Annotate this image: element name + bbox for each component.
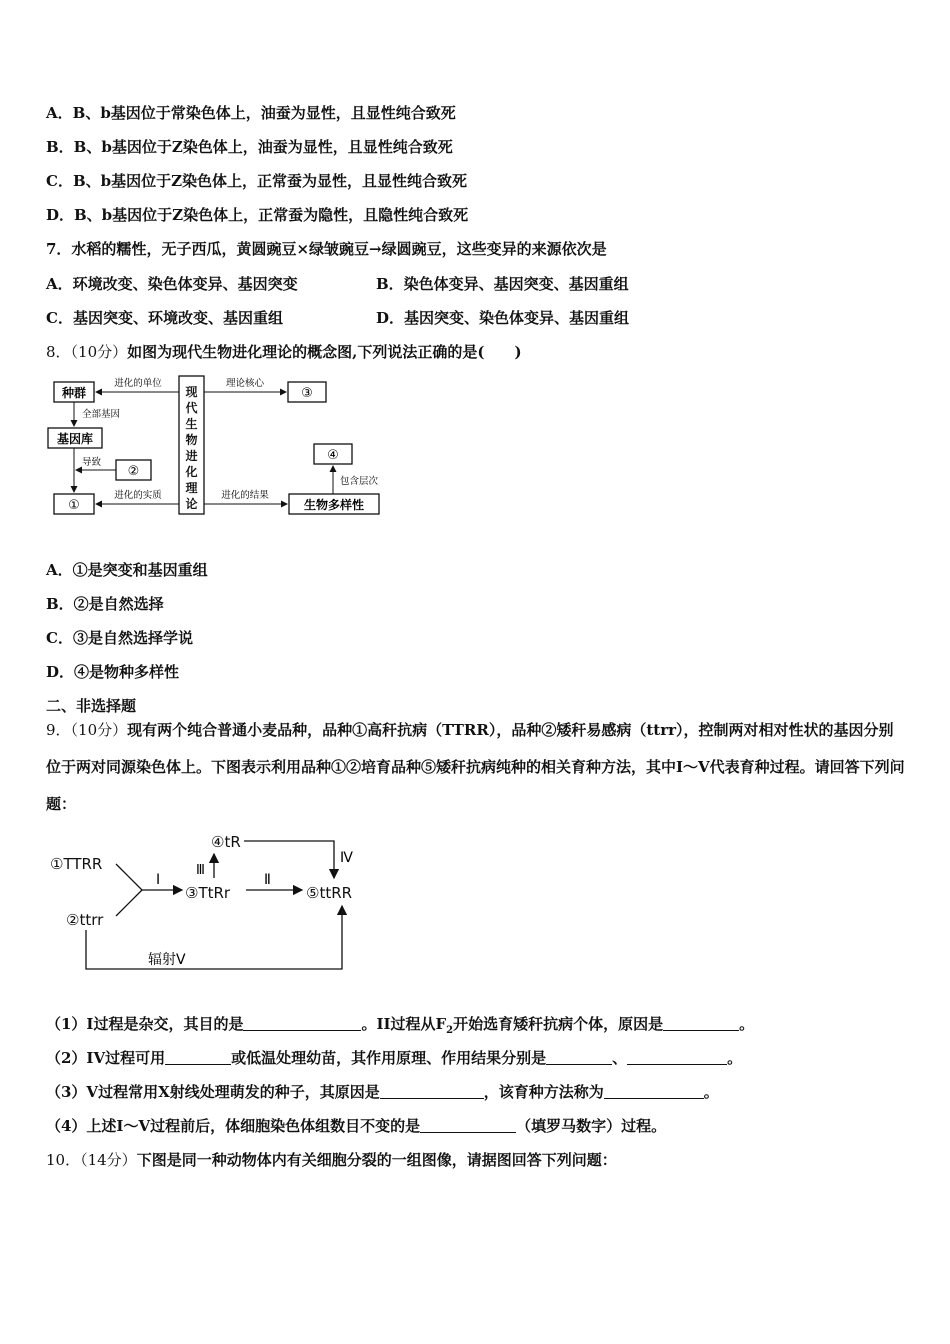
answer-blank[interactable] <box>604 1084 704 1099</box>
q9-sub2 <box>46 1047 742 1068</box>
q6-option-b: B．B、b基因位于Z染色体上，油蚕为显性，且显性纯合致死 <box>46 138 453 156</box>
q9-sub2-text-d: 。 <box>727 1049 743 1067</box>
q10-stem: 下图是同一种动物体内有关细胞分裂的一组图像，请据图回答下列问题： <box>136 1151 617 1169</box>
evolution-concept-diagram <box>44 372 389 520</box>
q9-sub3-text-b: ，该育种方法称为 <box>483 1083 604 1101</box>
label-all-genes: 全部基因 <box>82 409 121 420</box>
breeding-process-diagram <box>44 824 374 976</box>
node-ttrr-2: ②ttrr <box>66 911 104 929</box>
q9-sub2-text-a: （2）IV过程可用 <box>46 1049 166 1067</box>
answer-blank[interactable] <box>663 1016 739 1031</box>
answer-blank[interactable] <box>627 1050 727 1065</box>
q6-option-c: C．B、b基因位于Z染色体上，正常蚕为显性，且显性纯合致死 <box>46 172 468 190</box>
q9-sub4-text-b: （填罗马数字）过程。 <box>516 1117 667 1135</box>
label-cause: 导致 <box>82 457 102 468</box>
center-char: 理 <box>185 481 198 495</box>
answer-blank[interactable] <box>546 1050 612 1065</box>
answer-blank[interactable] <box>380 1084 484 1099</box>
center-char: 生 <box>185 417 198 431</box>
process-3-label: Ⅲ <box>196 863 205 878</box>
answer-blank[interactable] <box>165 1050 231 1065</box>
q8-score: （10分） <box>70 343 128 361</box>
arrow-process-4 <box>244 841 334 878</box>
label-result: 进化的结果 <box>221 490 269 501</box>
biodiversity-label: 生物多样性 <box>303 498 365 512</box>
line-from-2 <box>116 890 142 916</box>
center-char: 进 <box>185 449 198 463</box>
center-char: 现 <box>185 385 198 399</box>
label-levels: 包含层次 <box>340 476 379 487</box>
q9-sub3-text-a: （3）V过程常用X射线处理萌发的种子，其原因是 <box>46 1083 380 1101</box>
q9-score: （10分） <box>70 721 128 739</box>
q7-option-d: D．基因突变、染色体变异、基因重组 <box>376 309 630 327</box>
q9-sub2-text-c: 、 <box>612 1049 628 1067</box>
population-label: 种群 <box>61 386 87 400</box>
q9-sub1-text-d: 。 <box>739 1015 755 1033</box>
q7-option-a: A．环境改变、染色体变异、基因突变 <box>46 275 298 293</box>
section-heading: 二、非选择题 <box>46 697 137 715</box>
arrow-process-5 <box>86 906 342 969</box>
q8-option-b: B．②是自然选择 <box>46 595 164 613</box>
label-core: 理论核心 <box>225 378 265 389</box>
center-char: 物 <box>185 433 198 447</box>
q9-sub3-text-c: 。 <box>703 1083 719 1101</box>
circle4-label: ④ <box>327 448 339 463</box>
q8-option-a: A．①是突变和基因重组 <box>46 561 208 579</box>
process-2-label: Ⅱ <box>264 872 271 888</box>
q7-option-c: C．基因突变、环境改变、基因重组 <box>46 309 283 327</box>
q7-option-b: B．染色体变异、基因突变、基因重组 <box>376 275 629 293</box>
q8-header <box>46 341 522 362</box>
node-ttrr-1: ①TTRR <box>50 855 103 873</box>
node-ttrr-5: ⑤ttRR <box>306 884 353 902</box>
q10-score: （14分） <box>80 1151 137 1169</box>
q7-stem: 7．水稻的糯性，无子西瓜，黄圆豌豆×绿皱豌豆→绿圆豌豆，这些变异的来源依次是 <box>46 240 607 258</box>
q9-sub1 <box>46 1013 754 1036</box>
q9-sub4-text-a: （4）上述I～V过程前后，体细胞染色体组数目不变的是 <box>46 1117 421 1135</box>
circle2-label: ② <box>127 464 140 479</box>
q9-sub1-text-b: 。II过程从F <box>361 1015 447 1033</box>
q8-option-d: D．④是物种多样性 <box>46 663 180 681</box>
q9-stem-paragraph <box>46 712 908 823</box>
q9-sub3 <box>46 1081 719 1102</box>
answer-blank[interactable] <box>420 1118 516 1133</box>
process-4-label: Ⅳ <box>340 850 353 866</box>
q6-option-d: D．B、b基因位于Z染色体上，正常蚕为隐性，且隐性纯合致死 <box>46 206 469 224</box>
label-unit: 进化的单位 <box>114 378 162 389</box>
line-from-1 <box>116 864 142 890</box>
center-char: 代 <box>185 401 198 415</box>
q10-header <box>46 1149 617 1170</box>
gene-pool-label: 基因库 <box>56 432 94 446</box>
node-tr-4: ④tR <box>211 833 241 851</box>
node-ttrr-3: ③TtRr <box>185 884 231 902</box>
q9-stem: 现有两个纯合普通小麦品种，品种①高秆抗病（TTRR），品种②矮秆易感病（ttrr），控制两对相对性状的基因分别位于两对同源染色体上。下图表示利用品种①②培育品种⑤矮秆抗病纯种的相关育种方法，其中Ⅰ～Ⅴ代表育种过程。请回答下列问题： <box>46 721 905 813</box>
q9-sub1-text-a: （1）I过程是杂交，其目的是 <box>46 1015 244 1033</box>
q9-sub1-text-c: 开始选育矮秆抗病个体，原因是 <box>453 1015 664 1033</box>
q9-sub4 <box>46 1115 666 1136</box>
answer-blank[interactable] <box>243 1016 361 1031</box>
q8-number: 8． <box>46 343 71 361</box>
q9-sub1-subscript: 2 <box>446 1025 454 1036</box>
circle1-label: ① <box>68 498 80 513</box>
circle3-label: ③ <box>301 386 313 401</box>
center-char: 化 <box>185 465 198 479</box>
q8-stem: 如图为现代生物进化理论的概念图,下列说法正确的是( ) <box>127 343 522 361</box>
q6-option-a: A．B、b基因位于常染色体上，油蚕为显性，且显性纯合致死 <box>46 104 456 122</box>
q9-number: 9． <box>46 721 71 739</box>
label-essence: 进化的实质 <box>114 490 162 501</box>
process-1-label: I <box>156 872 161 888</box>
q10-number: 10． <box>46 1151 81 1169</box>
process-5-label: 辐射Ⅴ <box>148 952 186 968</box>
q9-sub2-text-b: 或低温处理幼苗，其作用原理、作用结果分别是 <box>231 1049 547 1067</box>
center-char: 论 <box>185 497 198 511</box>
q8-option-c: C．③是自然选择学说 <box>46 629 193 647</box>
